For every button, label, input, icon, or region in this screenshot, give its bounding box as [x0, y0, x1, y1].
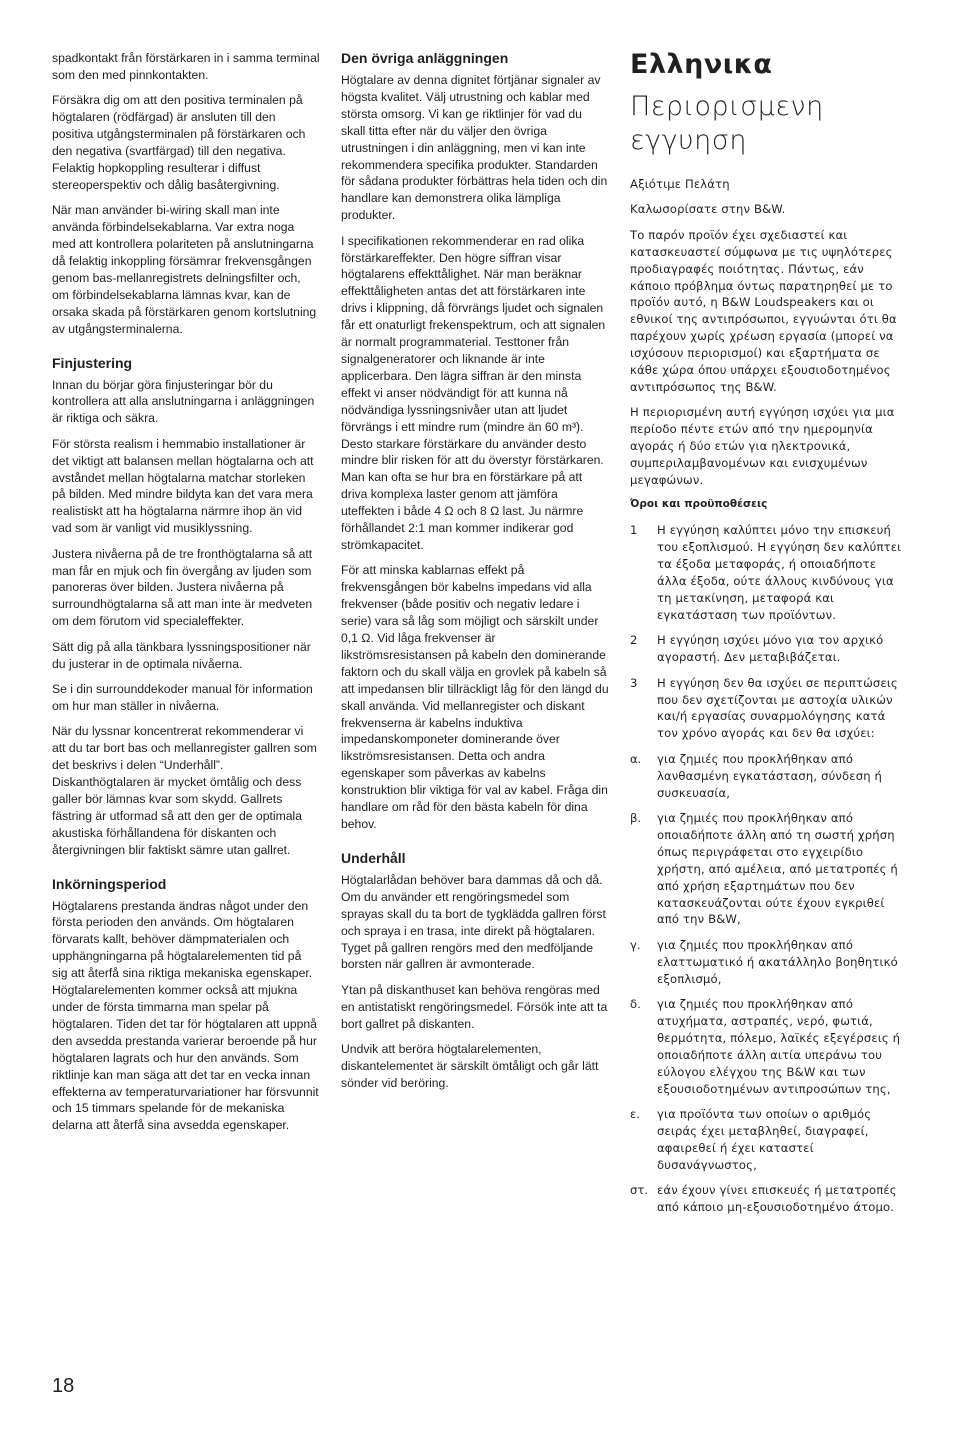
- paragraph: När du lyssnar koncentrerat rekommenderar vi att du tar bort bas och mellanregister gallren som det beskrivs i delen “Underhåll”. Diskanthögtalaren är mycket ömtålig och dess galler bör lämnas kvar som skydd. Gallrets fästring är utformad så att den ger de optimala akustiska förhållandena för diskanten och återgivningen blir faktiskt sämre utan gallret.: [52, 724, 317, 857]
- warranty-title: Περιορισμενη εγγυηση: [630, 91, 824, 156]
- paragraph: Ytan på diskanthuset kan behöva rengöras med en antistatiskt rengöringsmedel. Försök inte att ta bort gallret på diskanten.: [341, 982, 608, 1031]
- item-text: για ζημιές που προκλήθηκαν από ελαττωματικό ή ακατάλληλο βοηθητικό εξοπλισμό,: [657, 937, 898, 986]
- item-text: για ζημιές που προκλήθηκαν από ατυχήματα, αστραπές, νερό, φωτιά, θερμότητα, πόλεμο, λαϊκές εξεγέρσεις ή οποιαδήποτε άλλη αιτία υπεράνω του εύλογου ελέγχου της B&W και των εξουσιοδοτημένων αντιπροσώπων της,: [657, 997, 901, 1096]
- paragraph: Sätt dig på alla tänkbara lyssningspositioner när du justerar in de optimala nivåerna.: [52, 639, 311, 671]
- salutation: Αξιότιμε Πελάτη: [630, 177, 730, 191]
- page-number: 18: [52, 1375, 75, 1397]
- paragraph: Innan du börjar göra finjusteringar bör du kontrollera att alla anslutningarna i anläggningen är riktiga och säkra.: [52, 377, 315, 426]
- item-number: δ.: [630, 997, 641, 1012]
- list-item: [630, 937, 902, 988]
- section-heading-ovriga-anlaggningen: Den övriga anläggningen: [341, 50, 509, 66]
- list-item: [630, 751, 902, 802]
- list-item: [630, 1182, 902, 1216]
- section-heading-finjustering: Finjustering: [52, 354, 133, 371]
- paragraph: I specifikationen rekommenderar en rad olika förstärkareffekter. Den högre siffran visar högtalarens effekttålighet. När man beräknar effekttåligheten antas det att förstärkaren inte drivs i klippning, då förvrängs ljudet och signalen får ett onaturligt frekenspektrum, och att signalen är normalt programmaterial. Testtoner från signalgeneratorer och liknande är inte applicerbara. Den lägra siffran är den minsta effekt vi anser nödvändigt för att kunna nå nödvändiga lyssningsnivåer utan att ljudet förvrängs i ett mindre rum (mindre än 60 m³). Desto starkare förstärkare du använder desto mindre blir risken för att du överstyr förstärkaren. Man kan ofta se hur bra en förstärkare på att driva komplexa laster genom att jämföra uteffekten i både 4 Ω och 8 Ω last. Ju närmre förhållandet 2:1 man kommer indikerar god strömkapacitet.: [341, 233, 606, 552]
- item-number: α.: [630, 751, 642, 766]
- terms-heading: Όροι και προϋποθέσεις: [630, 498, 768, 511]
- paragraph: spadkontakt från förstärkaren in i samma terminal som den med pinnkontakten.: [52, 51, 320, 82]
- item-text: Η εγγύηση καλύπτει μόνο την επισκευή του εξοπλισμού. Η εγγύηση δεν καλύπτει τα έξοδα μεταφοράς, ή οποιαδήποτε άλλα έξοδα, ούτε άλλους κινδύνους για τη μετακίνηση, μεταφορά και εγκατάσταση των προϊόντων.: [657, 523, 902, 622]
- item-number: στ.: [630, 1183, 649, 1198]
- item-text: Η εγγύηση ισχύει μόνο για τον αρχικό αγοραστή. Δεν μεταβιβάζεται.: [657, 633, 884, 665]
- item-number: 2: [630, 633, 638, 648]
- item-number: 3: [630, 675, 638, 690]
- terms-list: [630, 522, 902, 1216]
- paragraph: För att minska kablarnas effekt på frekvensgången bör kabelns impedans vid alla frekvenser (både positiv och negativ ledare i serie) vara så låg som möjligt och särskilt under 0,1 Ω. Vid låga frekvenser är likströmsresistansen på kabeln den dominerande faktorn och du skall välja en grovlek på kabeln så att impedansen blir tillräckligt låg för den längd du skall använda. Vid mellanregister och diskant frekvenserna är kabelns induktiva impedanskomponeter dominerande över likströmsresistansen. Detta och andra egenskaper som påverkas av kabelns konstruktion blir viktiga för val av kabel. Fråga din handlare om råd för den bästa kabeln för dina behov.: [341, 563, 609, 831]
- paragraph: När man använder bi-wiring skall man inte använda förbindelsekablarna. Var extra noga med att kontrollera polariteten på anslutningarna då felaktig inkoppling försämrar frekvensgången genom bas-mellanregistrets delningsfilter och, om förbindelsekablarna lämnas kvar, kan de orsaka skada på förstärkaren genom kortslutning av utgångsterminalerna.: [52, 203, 317, 336]
- welcome-line: Καλωσορίσατε στην B&W.: [630, 202, 786, 217]
- item-text: Η εγγύηση δεν θα ισχύει σε περιπτώσεις που δεν σχετίζονται με αστοχία υλικών και/ή εργασίας συναρμολόγησης κατά τον χρόνο αγοράς και δεν θα ισχύει:: [657, 675, 898, 741]
- list-item: [630, 996, 902, 1097]
- section-heading-inkorningsperiod: Inkörningsperiod: [52, 875, 167, 892]
- language-title: Ελληνικα: [630, 49, 773, 80]
- item-text: για ζημιές που προκλήθηκαν από λανθασμένη εγκατάσταση, σύνδεση ή συσκευασία,: [657, 751, 883, 800]
- paragraph: Το παρόν προϊόν έχει σχεδιαστεί και κατασκευαστεί σύμφωνα με τις υψηλότερες προδιαγραφές ποιότητας. Πάντως, εάν κάποιο πρόβλημα όντως παρατηρηθεί με το προϊόν αυτό, η B&W Loudspeakers και οι εθνικοί της αντιπρόσωποι, εγγυώνται ότι θα παρέχουν χωρίς χρέωση εργασία (μπορεί να ισχύσουν περιορισμοί) και εξαρτήματα σε κάθε χώρα όπου υπάρχει εξουσιοδοτημένος αντιπρόσωπος της B&W.: [630, 227, 897, 394]
- paragraph: Högtalarlådan behöver bara dammas då och då. Om du använder ett rengöringsmedel som sprayas skall du ta bort de tygklädda gallren först och spraya i en trasa, inte direkt på högtalaren. Tyget på gallren rengörs med den medföljande borsten när gallren är avmonterade.: [341, 872, 606, 972]
- paragraph: Undvik att beröra högtalarelementen, diskantelementet är särskilt ömtåligt och går lätt sönder vid beröring.: [341, 1042, 599, 1090]
- list-item: [630, 632, 902, 666]
- paragraph: Justera nivåerna på de tre fronthögtalarna så att man får en mjuk och fin övergång av ljuden som panoreras över bilden. Justera nivåerna på surroundhögtalarna så att man inte är medveten om dem förutom vid specialeffekter.: [52, 546, 313, 629]
- list-item: [630, 522, 902, 623]
- paragraph: Högtalarens prestanda ändras något under den första perioden den används. Om högtalaren förvarats kallt, behöver dämpmaterialen och upphängningarna på högtalarelementen tid på sig att återfå sina riktiga mekaniska egenskaper. Högtalarelementen kommer också att mjukna under de första timmarna man spelar på högtalaren. Tiden det tar för högtalaren att uppnå den avsedda prestanda varierar beroende på hur högtalaren lagrats och hur den används. Som riktlinje kan man säga att det tar en vecka innan effekterna av temperaturvariationer har försvunnit och 15 timmars spelande för de mekaniska delarna att återfå sina avsedda egenskaper.: [52, 898, 319, 1133]
- section-heading-underhall: Underhåll: [341, 849, 406, 866]
- paragraph: Η περιορισμένη αυτή εγγύηση ισχύει για μια περίοδο πέντε ετών από την ημερομηνία αγοράς ή δύο ετών για ηλεκτρονικά, συμπεριλαμβανομένων και ενισχυμένων μεγαφώνων.: [630, 405, 895, 487]
- item-number: β.: [630, 811, 642, 825]
- item-number: ε.: [630, 1107, 640, 1121]
- paragraph: Högtalare av denna dignitet förtjänar signaler av högsta kvalitet. Välj utrustning och kablar med största omsorg. Vi kan ge riktlinjer för vad du skall titta efter när du väljer den övriga utrustningen i din anläggning, men vi kan inte rekommendera specifika produkter. Standarden för sådana produkter förbättras hela tiden och din handlare kan demonstrera olika lämpliga produkter.: [341, 73, 608, 223]
- list-item: [630, 810, 902, 928]
- column-swedish-middle: [341, 50, 609, 1100]
- column-greek: [630, 50, 902, 1224]
- list-item: [630, 1106, 902, 1174]
- item-text: για προϊόντα των οποίων ο αριθμός σειράς έχει μεταβληθεί, διαγραφεί, αφαιρεθεί ή έχει καταστεί δυσανάγνωστος,: [657, 1107, 872, 1172]
- item-number: 1: [630, 523, 638, 538]
- list-item: [630, 675, 902, 743]
- paragraph: Försäkra dig om att den positiva terminalen på högtalaren (rödfärgad) är ansluten till den positiva utgångsterminalen på förstärkaren och den negativa (svartfärgad) till den negativa. Felaktig hopkoppling resulterar i diffust stereoperspektiv och dålig basåtergivning.: [52, 93, 306, 192]
- item-number: γ.: [630, 937, 641, 952]
- paragraph: Se i din surrounddekoder manual för information om hur man ställer in nivåerna.: [52, 682, 313, 713]
- paragraph: För största realism i hemmabio installationer är det viktigt att balansen mellan högtalarna och att avståndet mellan högtalarna matchar storleken på bilden. Med mindre bildyta kan det vara mera realistiskt att ha högtalarna närmre ihop än vid vad som är vanligt vid musiklyssning.: [52, 436, 314, 536]
- item-text: εάν έχουν γίνει επισκευές ή μετατροπές από κάποιο μη-εξουσιοδοτημένο άτομο.: [657, 1183, 897, 1215]
- item-text: για ζημιές που προκλήθηκαν από οποιαδήποτε άλλη από τη σωστή χρήση όπως περιγράφεται στο εγχειρίδιο χρήστη, από αμέλεια, από μετατροπές ή από χρήση εξαρτημάτων που δεν κατασκευάζονται ούτε έχουν εγκριθεί από την B&W,: [657, 811, 898, 927]
- column-swedish-left: [52, 50, 320, 1143]
